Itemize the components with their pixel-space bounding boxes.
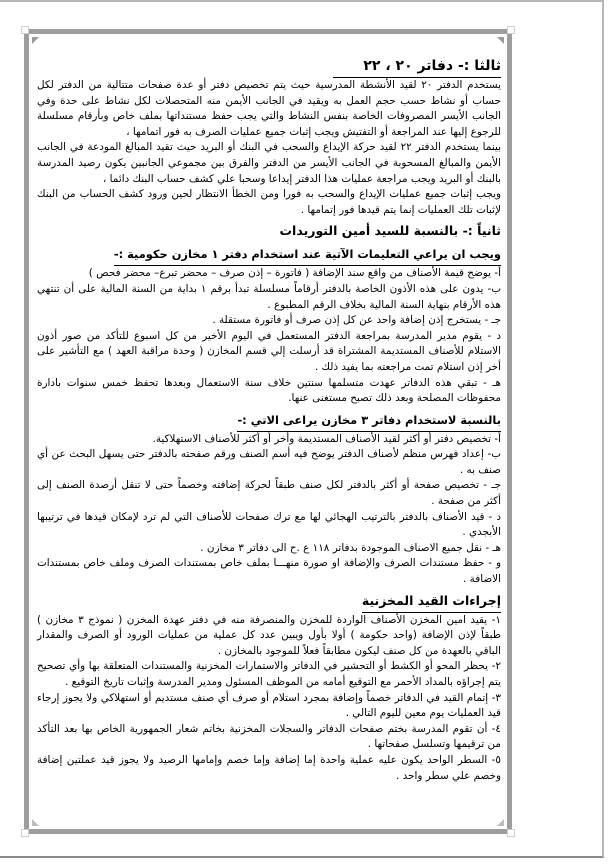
- document-body: [37, 56, 501, 784]
- list-item: جـ - تخصيص صفحة أو أكثر بالدفتر لكل صنف طبقاً لحركة إضافته وخصماً حتى لا تنقل أرصدة الصنف إلى أكثر من صفحة .: [37, 479, 501, 508]
- list-item: و - حفظ مستندات الصرف والإضافة او صورة منهـــا بملف خاص بمستندات الصرف وملف خاص بمستندات الاضافة .: [37, 557, 501, 586]
- list-item: ٢- يحظر المحو أو الكشط أو التحشير في الدفاتر والاستمارات المخزنية والمستندات المتعلقة بها وأي تصحيح يتم إجراؤه بالمداد الأحمر مع التوقيع أمامه من الموظف المسئول ومدير المدرسة وإثبات تاريخ التوقيع .: [37, 660, 501, 688]
- corner-triangle-icon: [32, 819, 39, 826]
- crop-mark-icon: [507, 26, 515, 34]
- section-heading: ثالثا :- دفاتر ٢٠ ، ٢٢: [333, 56, 501, 78]
- section-subheading: ويجب ان يراعي التعليمات الآتية عند استخدام دفتر ١ مخازن حكومية :-: [114, 244, 501, 266]
- paragraph: ويجب إثبات جميع عمليات الإيداع والسحب به فورا ومن الخطأ الانتظار لحين ورود كشف الحساب من البنك لإثبات تلك العمليات إنما يتم قيدها فور إتمامها .: [37, 188, 501, 216]
- list-item: هـ - تبقي هذه الدفاتر عهدت متسلمها سنتين خلاف سنة الاستعمال وبعدها تحفظ خمس سنوات بادارة محفوظات المصلحة وبعد ذلك تصبح مستغنى عنها.: [37, 376, 501, 405]
- crop-mark-icon: [507, 829, 515, 837]
- crop-mark-icon: [21, 829, 29, 837]
- corner-triangle-icon: [497, 37, 504, 44]
- page-border-frame: [24, 29, 512, 834]
- list-item: د - يقوم مدير المدرسة بمراجعة الدفتر المستعمل في اليوم الأخير من كل اسبوع للتأكد من صور أذون الاستلام للأصناف المستديمة المشتراة قد أرسلت إلي قسم المخازن ( وحدة مراقبة العهد ) مع التأشير على أخر إذن استلام تمت مراجعته بما يفيد ذلك .: [37, 329, 501, 373]
- section-supplies-officer: [37, 218, 501, 406]
- list-item: ب- يدون على هذه الأذون الخاصة بالدفتر أرقاماً مسلسلة تبدأ برقم ١ بداية من السنة المالية على أن تنتهي هذه الأرقام بنهاية السنة المالية بخلاف الرقم المطبوع .: [37, 282, 502, 311]
- section-store-procedures: [37, 588, 501, 785]
- list-item: د - قيد الأصناف بالدفتر بالترتيب الهجائي لها مع ترك صفحات للأصناف التي لم ترد لإمكان قيدها في ترتيبها الأبجدي .: [37, 510, 501, 539]
- section-heading: بالنسبة لاستخدام دفاتر ٣ مخازن يراعى الاتي :-: [237, 410, 501, 432]
- corner-triangle-icon: [497, 819, 504, 826]
- list-item: ٤- أن تقوم المدرسة بختم صفحات الدفاتر والسجلات المخزنية بخاتم شعار الجمهورية الخاص بها بعد التأكد من ترقيمها وتسلسل صفحاتها .: [37, 722, 501, 751]
- list-item: ٣- إتمام القيد في الدفاتر خصماً وإضافة بمجرد استلام أو صرف أي صنف مستديم أو استهلاكي ولا يجوز إرجاء قيد العمليات يوم معين لليوم التالي .: [37, 691, 501, 720]
- section-heading: ثانياً :- بالنسبة للسيد أمين التوريدات: [279, 223, 501, 239]
- list-item: ب- إعداد فهرس منظم لأصناف الدفتر يوضح فيه أسم الصنف ورقم صفحته بالدفتر حتى يسهل البحث عن أي صنف به .: [37, 448, 501, 476]
- section-books-20-22: [37, 56, 501, 218]
- crop-mark-icon: [21, 26, 29, 34]
- section-heading: إجراءات القيد المخزنية: [362, 591, 501, 613]
- list-item: ١- يقيد امين المخزن الأصناف الواردة للمخزن والمنصرفة منه في دفتر عهدة المخزن ( نموذج ٣ مخازن ) طبقاً لإذن الإضافة (واحد حكومة ) أولا بأول ويبين عدد كل عملية من عمليات الورود أو الصرف والمقدار الباقي بالعهدة من كل صنف ليكون مطابقاً فعلاً للموجود بالمخازن .: [37, 613, 501, 657]
- list-item: جـ - يستخرج إذن إضافة واحد عن كل إذن صرف أو فاتورة مستقلة .: [212, 314, 501, 327]
- list-item: هـ - نقل جميع الاصناف الموجودة بدفاتر ١١٨ ع .ح الى دفاتر ٣ مخازن .: [200, 541, 501, 554]
- list-item: أ- يوضح قيمة الأصناف من واقع سند الإضافة ( فاتورة – إذن صرف – محضر تبرع– محضر فحص ): [88, 267, 501, 280]
- section-book-3-stores: [37, 407, 501, 588]
- list-item: ٥- السطر الواحد يكون عليه عملية واحدة إما إضافة وإما خصم وإمامها الرصيد ولا يجوز قيد عملتين إضافة وخصم علي سطر واحد .: [37, 753, 501, 782]
- paragraph: بينما يستخدم الدفتر ٢٢ لقيد حركة الإيداع والسحب في البنك أو البريد حيث تقيد المبالغ المودعة في الجانب الأيمن والمبالغ المسحوبة في الجانب الأيسر من الدفتر والفرق بين مجموعي الجانبين يكون رصيد المدرسة بالبنك أو البريد ويجب مراجعة عمليات هذا الدفتر إيداعا وسحبا علي كشف حساب البنك دائما ،: [37, 141, 501, 185]
- paragraph: يستخدم الدفتر ٢٠ لقيد الأنشطة المدرسية حيث يتم تخصيص دفتر أو عدة صفحات متتالية من الدفتر لكل حساب أو نشاط حسب حجم العمل به ويقيد في الجانب الأيمن منه المتحصلات لكل نشاط على حدة وفي الجانب الأيسر المصروفات الخاصة بنفس النشاط والتي يجب حفظ مستنداتها بملف خاص وبأرقام مسلسلة للرجوع إليها عند المراجعة أو التفتيش ويجب إثبات جميع عمليات الصرف به فور اتمامها ،: [37, 79, 501, 138]
- corner-triangle-icon: [32, 37, 39, 44]
- list-item: أ- تخصيص دفتر أو أكثر لقيد الأصناف المستديمة وأخر أو أكثر للأصناف الاستهلاكية.: [152, 432, 501, 445]
